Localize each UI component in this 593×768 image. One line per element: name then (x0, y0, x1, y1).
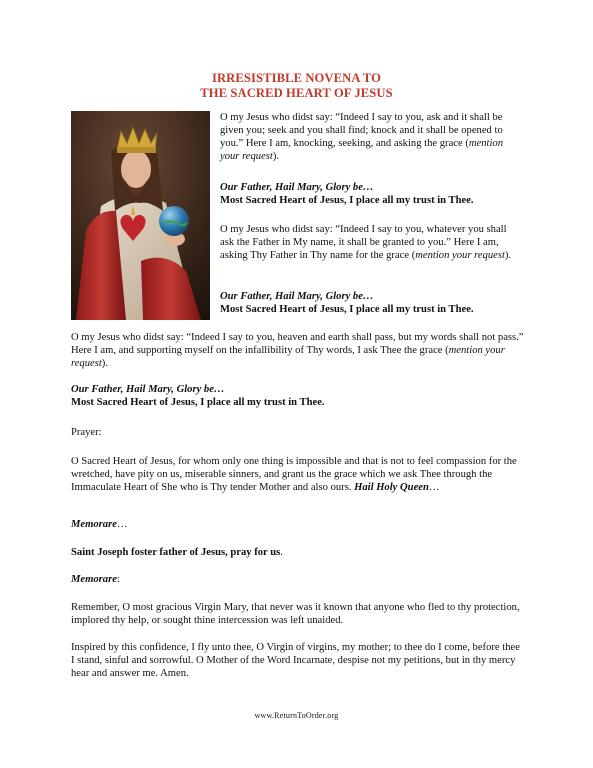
prayers-line: Our Father, Hail Mary, Glory be… (220, 182, 374, 193)
p7-ellipsis: … (428, 482, 440, 493)
p1-end: ). (272, 151, 280, 162)
memorare-label: Memorare (71, 519, 117, 530)
p3-text: O my Jesus who didst say: “Indeed I say to you, whatever you shall ask the Father in My name, it shall be granted to you.” Here I am, asking Thy Father in Thy name for the grace ( (220, 224, 507, 261)
saint-joseph-period: . (280, 547, 283, 558)
p3-end: ). (504, 250, 512, 261)
trust-line: Most Sacred Heart of Jesus, I place all my trust in Thee. (220, 195, 474, 206)
memorare-line-1 (71, 518, 525, 531)
p5-text: O my Jesus who didst say: “Indeed I say to you, heaven and earth shall pass, but my words shall not pass.” Here I am, and supporting myself on the infallibility of Thy words, I ask Thee the grace ( (71, 332, 524, 356)
hail-holy-queen: Hail Holy Queen (354, 482, 429, 493)
saint-joseph-text: Saint Joseph foster father of Jesus, pray for us (71, 547, 281, 558)
memorare-colon: : (116, 574, 120, 585)
trust-line: Most Sacred Heart of Jesus, I place all my trust in Thee. (220, 304, 474, 315)
saint-joseph-line (71, 546, 525, 559)
prayer-label-text: Prayer: (71, 427, 102, 438)
title-line-1: IRRESISTIBLE NOVENA TO (211, 71, 382, 85)
title-line-2: THE SACRED HEART OF JESUS (200, 85, 393, 100)
footer-url: www.ReturnToOrder.org (254, 711, 339, 720)
p8-text: Remember, O most gracious Virgin Mary, that never was it known that anyone who fled to thy protection, implored thy help, or sought thine intercession was left unaided. (71, 602, 520, 626)
trust-line: Most Sacred Heart of Jesus, I place all my trust in Thee. (71, 397, 325, 408)
prayers-line: Our Father, Hail Mary, Glory be… (71, 384, 225, 395)
memorare-paragraph-2 (71, 641, 525, 680)
novena-paragraph-2 (220, 223, 522, 262)
memorare-line-2 (71, 573, 525, 586)
memorare-label: Memorare (71, 574, 117, 585)
novena-paragraph-3 (71, 331, 525, 370)
p5-end: ). (101, 358, 108, 369)
prayers-block-2 (220, 290, 522, 316)
p7-text: O Sacred Heart of Jesus, for whom only one thing is impossible and that is not to feel compassion for the wretched, have pity on us, miserable sinners, and grant us the grace which we ask Thee through the Immaculate Heart of She who is Thy tender Mother and also ours. (71, 456, 517, 493)
prayers-block-3 (71, 383, 525, 409)
memorare-paragraph-1 (71, 601, 525, 627)
p1-request: mention your request (220, 138, 504, 162)
sacred-heart-statue-image (71, 111, 210, 320)
sacred-heart-prayer (71, 455, 525, 494)
novena-paragraph-1 (220, 111, 522, 163)
prayers-line: Our Father, Hail Mary, Glory be… (220, 291, 374, 302)
p5-request: mention your request (71, 345, 505, 369)
p9-text: Inspired by this confidence, I fly unto thee, O Virgin of virgins, my mother; to thee do I come, before thee I stand, sinful and sorrowful. O Mother of the Word Incarnate, despise not my petitions, but in thy mercy hear and answer me. Amen. (71, 642, 520, 679)
page-title (0, 71, 593, 100)
p1-text: O my Jesus who didst say: “Indeed I say to you, ask and it shall be given you; seek and you shall find; knock and it shall be opened to you.” Here I am, knocking, seeking, and asking the grace ( (220, 112, 503, 149)
memorare-ellipsis: … (116, 519, 128, 530)
p3-request: mention your request (415, 250, 505, 261)
prayer-label (71, 426, 525, 439)
prayers-block-1 (220, 181, 522, 207)
